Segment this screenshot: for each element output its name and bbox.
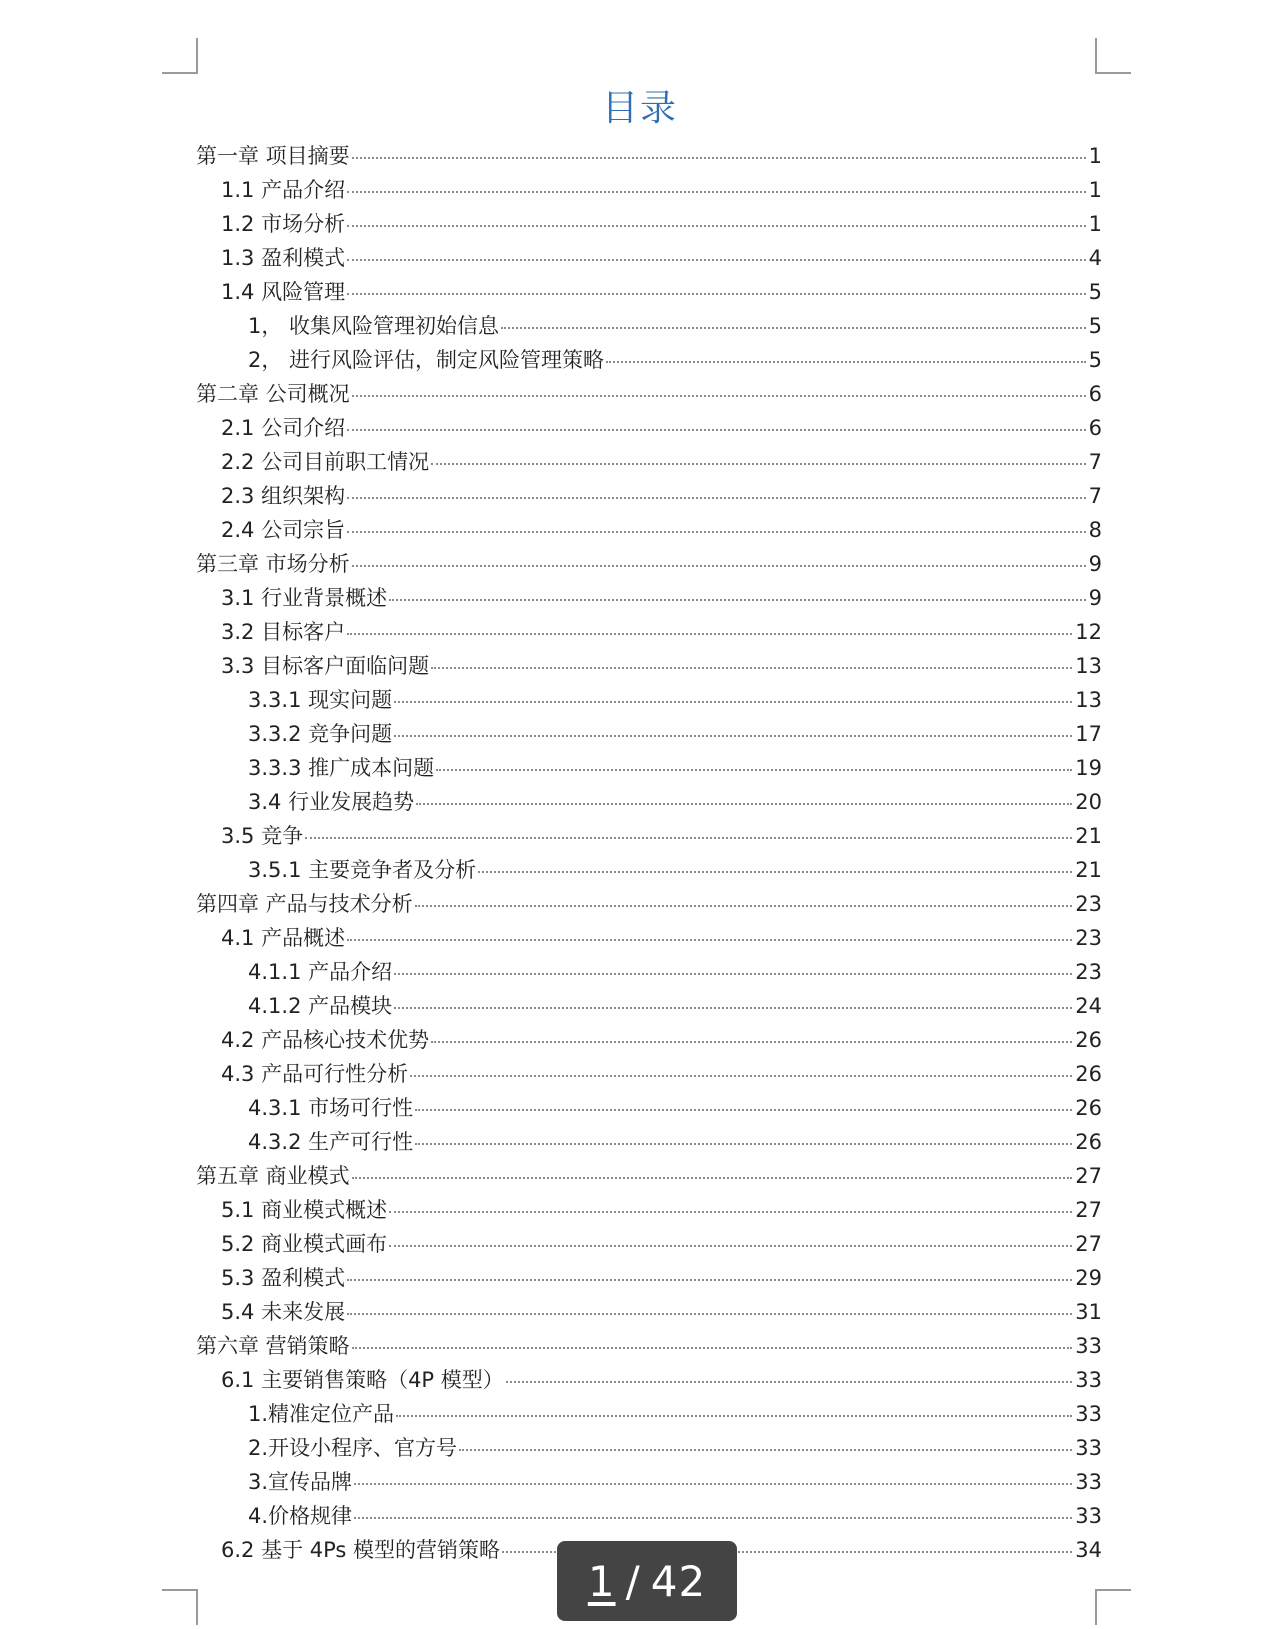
toc-dot-leader	[431, 1041, 1072, 1043]
toc-entry-title: 4.1.2 产品模块	[248, 994, 393, 1018]
toc-entry[interactable]	[196, 275, 1102, 309]
toc-entry-page-number: 23	[1075, 960, 1102, 984]
toc-entry-title: 1.1 产品介绍	[221, 178, 346, 202]
toc-entry-page-number: 20	[1075, 790, 1102, 814]
page-indicator	[557, 1541, 737, 1621]
crop-mark-bottom-left	[162, 1589, 198, 1625]
toc-entry-page-number: 24	[1075, 994, 1102, 1018]
toc-entry-title: 第五章 商业模式	[196, 1164, 350, 1188]
toc-entry-page-number: 6	[1088, 416, 1102, 440]
toc-entry[interactable]	[196, 1397, 1102, 1431]
toc-title: 目录	[601, 88, 678, 129]
toc-entry-page-number: 9	[1088, 586, 1102, 610]
toc-entry-title: 2.4 公司宗旨	[221, 518, 346, 542]
toc-dot-leader	[354, 1483, 1072, 1485]
toc-dot-leader	[394, 973, 1072, 975]
toc-entry[interactable]	[196, 411, 1102, 445]
toc-entry-page-number: 1	[1088, 178, 1102, 202]
toc-entry-title: 3.2 目标客户	[221, 620, 346, 644]
toc-entry-page-number: 8	[1088, 518, 1102, 542]
toc-entry-title: 3.4 行业发展趋势	[248, 790, 415, 814]
toc-entry-page-number: 33	[1075, 1504, 1102, 1528]
toc-dot-leader	[389, 1245, 1072, 1247]
toc-entry-title: 3.3.3 推广成本问题	[248, 756, 435, 780]
toc-dot-leader	[347, 497, 1086, 499]
toc-dot-leader	[431, 463, 1086, 465]
table-of-contents	[196, 139, 1102, 1567]
toc-entry-page-number: 23	[1075, 892, 1102, 916]
toc-dot-leader	[396, 1415, 1072, 1417]
toc-entry-title: 3.3.1 现实问题	[248, 688, 393, 712]
toc-entry[interactable]	[196, 921, 1102, 955]
toc-entry[interactable]	[196, 173, 1102, 207]
toc-entry[interactable]	[196, 751, 1102, 785]
toc-entry[interactable]	[196, 615, 1102, 649]
toc-entry-title: 4.价格规律	[248, 1504, 353, 1528]
toc-dot-leader	[352, 1347, 1073, 1349]
toc-entry-page-number: 26	[1075, 1028, 1102, 1052]
toc-entry[interactable]	[196, 343, 1102, 377]
toc-entry-page-number: 29	[1075, 1266, 1102, 1290]
toc-dot-leader	[347, 429, 1086, 431]
toc-dot-leader	[352, 395, 1086, 397]
toc-entry-page-number: 27	[1075, 1198, 1102, 1222]
toc-entry[interactable]	[196, 1091, 1102, 1125]
toc-entry[interactable]	[196, 649, 1102, 683]
toc-dot-leader	[436, 769, 1072, 771]
toc-entry[interactable]	[196, 887, 1102, 921]
toc-entry-page-number: 9	[1088, 552, 1102, 576]
toc-dot-leader	[347, 531, 1086, 533]
toc-dot-leader	[416, 803, 1072, 805]
toc-entry[interactable]	[196, 1499, 1102, 1533]
toc-dot-leader	[347, 191, 1086, 193]
toc-entry-page-number: 33	[1075, 1436, 1102, 1460]
toc-entry[interactable]	[196, 513, 1102, 547]
toc-entry-title: 2.3 组织架构	[221, 484, 346, 508]
toc-entry[interactable]	[196, 241, 1102, 275]
toc-dot-leader	[347, 293, 1086, 295]
toc-dot-leader	[478, 871, 1072, 873]
toc-entry[interactable]	[196, 581, 1102, 615]
current-page-number: 1	[587, 1556, 616, 1606]
toc-entry[interactable]	[196, 717, 1102, 751]
toc-dot-leader	[394, 701, 1072, 703]
toc-entry-page-number: 1	[1088, 144, 1102, 168]
toc-entry-page-number: 7	[1088, 484, 1102, 508]
toc-entry-title: 4.3.2 生产可行性	[248, 1130, 414, 1154]
toc-entry[interactable]	[196, 479, 1102, 513]
toc-entry-page-number: 17	[1075, 722, 1102, 746]
crop-mark-top-left	[162, 38, 198, 74]
toc-entry-title: 4.1.1 产品介绍	[248, 960, 393, 984]
toc-entry-page-number: 26	[1075, 1130, 1102, 1154]
toc-entry[interactable]	[196, 785, 1102, 819]
toc-entry-title: 2.2 公司目前职工情况	[221, 450, 430, 474]
toc-entry[interactable]	[196, 955, 1102, 989]
toc-entry-page-number: 27	[1075, 1232, 1102, 1256]
toc-entry-page-number: 5	[1088, 348, 1102, 372]
toc-entry-title: 5.1 商业模式概述	[221, 1198, 388, 1222]
toc-entry[interactable]	[196, 1261, 1102, 1295]
toc-entry[interactable]	[196, 989, 1102, 1023]
toc-dot-leader	[394, 1007, 1072, 1009]
toc-entry-page-number: 12	[1075, 620, 1102, 644]
toc-entry[interactable]	[196, 207, 1102, 241]
toc-entry[interactable]	[196, 1295, 1102, 1329]
toc-dot-leader	[347, 1313, 1072, 1315]
toc-entry-title: 第三章 市场分析	[196, 552, 350, 576]
crop-mark-bottom-right	[1095, 1589, 1131, 1625]
toc-entry-page-number: 5	[1088, 280, 1102, 304]
toc-dot-leader	[501, 327, 1086, 329]
toc-entry[interactable]	[196, 1329, 1102, 1363]
toc-entry-title: 4.1 产品概述	[221, 926, 346, 950]
toc-entry[interactable]	[196, 683, 1102, 717]
toc-entry-title: 3.1 行业背景概述	[221, 586, 388, 610]
toc-dot-leader	[506, 1381, 1072, 1383]
toc-entry-title: 1.4 风险管理	[221, 280, 346, 304]
toc-dot-leader	[459, 1449, 1072, 1451]
toc-dot-leader	[410, 1075, 1072, 1077]
toc-entry-title: 3.5 竞争	[221, 824, 304, 848]
toc-entry[interactable]	[196, 1159, 1102, 1193]
toc-entry[interactable]	[196, 445, 1102, 479]
toc-dot-leader	[431, 667, 1072, 669]
toc-entry-title: 第四章 产品与技术分析	[196, 892, 413, 916]
toc-entry-page-number: 33	[1075, 1368, 1102, 1392]
toc-entry-title: 第二章 公司概况	[196, 382, 350, 406]
toc-dot-leader	[389, 1211, 1072, 1213]
toc-entry-page-number: 33	[1075, 1402, 1102, 1426]
toc-entry-page-number: 13	[1075, 688, 1102, 712]
toc-entry-title: 6.1 主要销售策略（4P 模型）	[221, 1368, 504, 1392]
toc-entry-title: 2， 进行风险评估，制定风险管理策略	[248, 348, 605, 372]
toc-entry-page-number: 5	[1088, 314, 1102, 338]
toc-dot-leader	[305, 837, 1072, 839]
toc-entry-page-number: 26	[1075, 1096, 1102, 1120]
toc-entry-title: 6.2 基于 4Ps 模型的营销策略	[221, 1538, 501, 1562]
toc-entry[interactable]	[196, 1125, 1102, 1159]
toc-entry[interactable]	[196, 819, 1102, 853]
toc-entry-page-number: 33	[1075, 1470, 1102, 1494]
toc-entry[interactable]	[196, 1227, 1102, 1261]
toc-entry-title: 第六章 营销策略	[196, 1334, 350, 1358]
toc-entry-page-number: 23	[1075, 926, 1102, 950]
toc-entry-page-number: 7	[1088, 450, 1102, 474]
toc-dot-leader	[394, 735, 1072, 737]
toc-entry-title: 3.3 目标客户面临问题	[221, 654, 430, 678]
toc-entry[interactable]	[196, 547, 1102, 581]
toc-entry-title: 1， 收集风险管理初始信息	[248, 314, 500, 338]
toc-entry-page-number: 1	[1088, 212, 1102, 236]
toc-dot-leader	[347, 259, 1086, 261]
toc-entry[interactable]	[196, 1465, 1102, 1499]
toc-entry-page-number: 33	[1075, 1334, 1102, 1358]
toc-entry-title: 1.精准定位产品	[248, 1402, 395, 1426]
toc-entry-title: 4.3 产品可行性分析	[221, 1062, 409, 1086]
toc-dot-leader	[354, 1517, 1072, 1519]
toc-dot-leader	[347, 633, 1072, 635]
crop-mark-top-right	[1095, 38, 1131, 74]
toc-dot-leader	[606, 361, 1086, 363]
toc-entry-page-number: 6	[1088, 382, 1102, 406]
toc-dot-leader	[415, 905, 1073, 907]
toc-dot-leader	[347, 1279, 1072, 1281]
toc-entry-page-number: 19	[1075, 756, 1102, 780]
toc-entry-title: 4.3.1 市场可行性	[248, 1096, 414, 1120]
toc-dot-leader	[415, 1143, 1072, 1145]
toc-entry-page-number: 26	[1075, 1062, 1102, 1086]
toc-entry-page-number: 34	[1075, 1538, 1102, 1562]
toc-entry-page-number: 31	[1075, 1300, 1102, 1324]
toc-entry-page-number: 21	[1075, 858, 1102, 882]
toc-entry-title: 2.1 公司介绍	[221, 416, 346, 440]
toc-entry[interactable]	[196, 1431, 1102, 1465]
toc-dot-leader	[347, 225, 1086, 227]
page-separator: /	[625, 1556, 641, 1606]
toc-dot-leader	[389, 599, 1086, 601]
toc-entry[interactable]	[196, 1057, 1102, 1091]
toc-entry[interactable]	[196, 309, 1102, 343]
toc-entry[interactable]	[196, 1363, 1102, 1397]
total-pages-number: 42	[650, 1556, 707, 1606]
toc-entry-page-number: 4	[1088, 246, 1102, 270]
toc-entry[interactable]	[196, 139, 1102, 173]
toc-dot-leader	[352, 157, 1086, 159]
toc-entry-title: 3.宣传品牌	[248, 1470, 353, 1494]
toc-entry-page-number: 27	[1075, 1164, 1102, 1188]
toc-dot-leader	[415, 1109, 1072, 1111]
toc-entry-title: 3.3.2 竞争问题	[248, 722, 393, 746]
toc-dot-leader	[352, 565, 1086, 567]
toc-entry-title: 1.3 盈利模式	[221, 246, 346, 270]
toc-dot-leader	[347, 939, 1072, 941]
toc-dot-leader	[352, 1177, 1073, 1179]
toc-entry[interactable]	[196, 377, 1102, 411]
toc-entry-title: 2.开设小程序、官方号	[248, 1436, 458, 1460]
toc-entry-title: 1.2 市场分析	[221, 212, 346, 236]
toc-entry-page-number: 13	[1075, 654, 1102, 678]
toc-entry-title: 4.2 产品核心技术优势	[221, 1028, 430, 1052]
toc-entry-title: 5.4 未来发展	[221, 1300, 346, 1324]
toc-entry[interactable]	[196, 853, 1102, 887]
toc-entry-title: 5.2 商业模式画布	[221, 1232, 388, 1256]
toc-entry-title: 第一章 项目摘要	[196, 144, 350, 168]
toc-entry-page-number: 21	[1075, 824, 1102, 848]
toc-entry[interactable]	[196, 1193, 1102, 1227]
toc-entry-title: 5.3 盈利模式	[221, 1266, 346, 1290]
toc-entry[interactable]	[196, 1023, 1102, 1057]
toc-entry-title: 3.5.1 主要竞争者及分析	[248, 858, 477, 882]
